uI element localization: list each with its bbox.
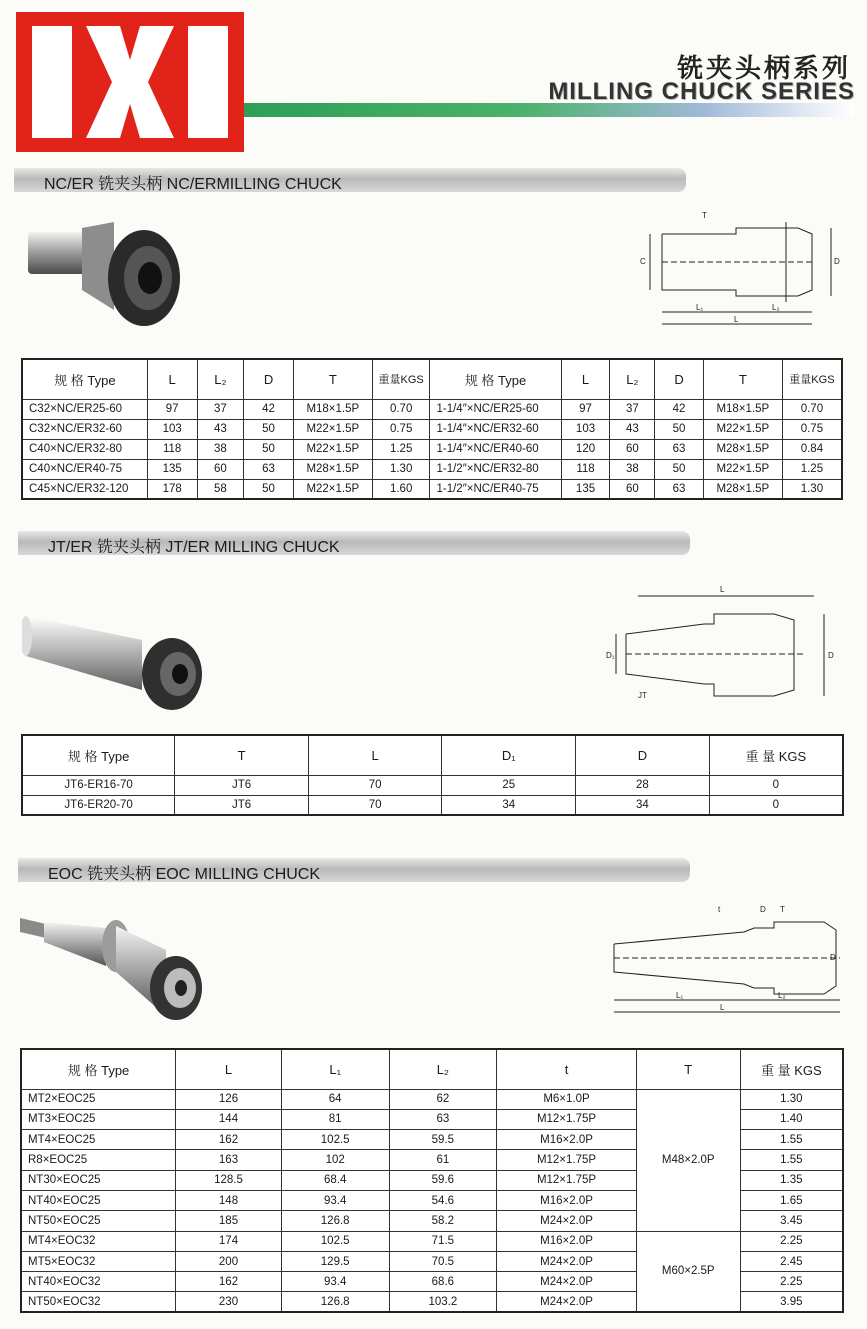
table-cell: 3.95	[740, 1292, 843, 1312]
table-cell: 135	[561, 479, 610, 499]
table-cell: 144	[176, 1109, 282, 1129]
table-cell: 126	[176, 1089, 282, 1109]
eoc-dim-t-small: t	[718, 905, 721, 914]
nc-chuck-photo	[22, 210, 182, 335]
table-cell: 34	[576, 795, 710, 815]
table-cell: 68.4	[281, 1170, 389, 1190]
table-cell: M28×1.5P	[703, 479, 782, 499]
table-cell: 60	[197, 459, 244, 479]
nc-header-cell: L₂	[197, 359, 244, 399]
table-cell: 103.2	[389, 1292, 497, 1312]
table-cell: M16×2.0P	[497, 1130, 637, 1150]
table-cell: 1-1/4″×NC/ER25-60	[430, 399, 561, 419]
table-row	[22, 459, 842, 479]
nc-header-row	[22, 359, 842, 399]
table-cell: 135	[147, 459, 197, 479]
table-cell: 118	[561, 459, 610, 479]
table-cell: M22×1.5P	[293, 419, 372, 439]
table-cell: 1.25	[372, 439, 430, 459]
table-cell: 102.5	[281, 1130, 389, 1150]
nc-header-cell: L	[561, 359, 610, 399]
table-cell: 178	[147, 479, 197, 499]
eoc-dim-d-top: D	[760, 905, 766, 914]
table-cell: 97	[147, 399, 197, 419]
table-row	[21, 1231, 843, 1251]
table-cell: 43	[197, 419, 244, 439]
table-cell: 129.5	[281, 1251, 389, 1271]
table-cell: 0	[709, 775, 843, 795]
table-cell: 230	[176, 1292, 282, 1312]
ixi-logo-icon	[16, 12, 244, 152]
eoc-chuck-photo	[16, 906, 204, 1030]
table-cell: 0.84	[782, 439, 842, 459]
nc-header-cell: 规 格 Type	[22, 359, 147, 399]
section-bar-nc	[14, 168, 686, 192]
table-cell: M12×1.75P	[497, 1170, 637, 1190]
t-group-cell: M60×2.5P	[636, 1231, 740, 1312]
eoc-dim-l: L	[720, 1003, 725, 1012]
table-cell: 0.75	[782, 419, 842, 439]
table-cell: 50	[244, 479, 294, 499]
table-cell: 2.25	[740, 1272, 843, 1292]
section-title-nc: NC/ER 铣夹头柄 NC/ERMILLING CHUCK	[44, 176, 342, 193]
table-cell: NT50×EOC32	[21, 1292, 176, 1312]
nc-header-cell: 重量KGS	[372, 359, 430, 399]
table-cell: 38	[197, 439, 244, 459]
table-cell: 118	[147, 439, 197, 459]
table-row	[22, 399, 842, 419]
table-cell: 162	[176, 1272, 282, 1292]
table-cell: M24×2.0P	[497, 1272, 637, 1292]
nc-chuck-image-icon	[22, 210, 182, 335]
nc-dim-l2: L₂	[772, 303, 780, 312]
eoc-dim-l1: L₁	[676, 991, 684, 1000]
table-cell: 25	[442, 775, 576, 795]
table-cell: M22×1.5P	[703, 459, 782, 479]
table-cell: M24×2.0P	[497, 1292, 637, 1312]
table-cell: 59.6	[389, 1170, 497, 1190]
nc-header-cell: T	[703, 359, 782, 399]
table-cell: 163	[176, 1150, 282, 1170]
eoc-chuck-image-icon	[16, 906, 204, 1030]
table-cell: 1-1/2″×NC/ER32-80	[430, 459, 561, 479]
table-cell: 64	[281, 1089, 389, 1109]
table-cell: MT2×EOC25	[21, 1089, 176, 1109]
nc-header-cell: L₂	[610, 359, 655, 399]
section-title-eoc: EOC 铣夹头柄 EOC MILLING CHUCK	[48, 866, 321, 883]
table-cell: MT5×EOC32	[21, 1251, 176, 1271]
eoc-header-cell: L	[176, 1049, 282, 1089]
table-cell: M16×2.0P	[497, 1190, 637, 1210]
table-cell: M22×1.5P	[293, 439, 372, 459]
table-cell: 200	[176, 1251, 282, 1271]
nc-dim-c: C	[640, 257, 646, 266]
eoc-header-cell: 重 量 KGS	[740, 1049, 843, 1089]
jt-technical-drawing	[604, 584, 852, 704]
table-cell: 60	[610, 479, 655, 499]
jt-chuck-photo	[22, 586, 202, 714]
section-bar-jt	[18, 531, 690, 555]
table-cell: 120	[561, 439, 610, 459]
table-cell: 103	[147, 419, 197, 439]
table-cell: 1.55	[740, 1130, 843, 1150]
table-cell: 1.30	[782, 479, 842, 499]
table-cell: 62	[389, 1089, 497, 1109]
table-cell: M12×1.75P	[497, 1109, 637, 1129]
table-cell: 126.8	[281, 1211, 389, 1231]
table-cell: 0.70	[782, 399, 842, 419]
table-cell: C45×NC/ER32-120	[22, 479, 147, 499]
table-cell: 1.60	[372, 479, 430, 499]
table-cell: M22×1.5P	[703, 419, 782, 439]
table-cell: 50	[244, 419, 294, 439]
table-cell: 1.30	[740, 1089, 843, 1109]
table-cell: 1-1/4″×NC/ER32-60	[430, 419, 561, 439]
eoc-header-cell: t	[497, 1049, 637, 1089]
table-cell: M28×1.5P	[703, 439, 782, 459]
eoc-header-cell: 规 格 Type	[21, 1049, 176, 1089]
table-cell: NT40×EOC25	[21, 1190, 176, 1210]
table-cell: NT50×EOC25	[21, 1211, 176, 1231]
table-cell: 63	[655, 479, 704, 499]
section-bar-eoc	[18, 858, 690, 882]
table-cell: 3.45	[740, 1211, 843, 1231]
eoc-dim-l2: L₂	[778, 991, 786, 1000]
table-cell: 58.2	[389, 1211, 497, 1231]
nc-dim-l1: L₁	[696, 303, 704, 312]
table-cell: 71.5	[389, 1231, 497, 1251]
nc-header-cell: D	[244, 359, 294, 399]
table-cell: MT4×EOC25	[21, 1130, 176, 1150]
table-cell: 1.30	[372, 459, 430, 479]
table-cell: 58	[197, 479, 244, 499]
eoc-header-cell: L₁	[281, 1049, 389, 1089]
jt-dim-d: D	[828, 651, 834, 660]
table-cell: 185	[176, 1211, 282, 1231]
section-title-jt: JT/ER 铣夹头柄 JT/ER MILLING CHUCK	[48, 539, 340, 556]
table-cell: 0.70	[372, 399, 430, 419]
eoc-dim-t: T	[780, 905, 785, 914]
jt-header-cell: D₁	[442, 735, 576, 775]
table-cell: 0.75	[372, 419, 430, 439]
jt-header-cell: 规 格 Type	[22, 735, 175, 775]
table-cell: 81	[281, 1109, 389, 1129]
jt-dim-d1: D₁	[606, 651, 615, 660]
table-cell: 148	[176, 1190, 282, 1210]
series-title-en: MILLING CHUCK SERIES	[548, 78, 855, 105]
table-cell: 42	[655, 399, 704, 419]
table-cell: 97	[561, 399, 610, 419]
t-group-cell: M48×2.0P	[636, 1089, 740, 1231]
table-cell: JT6	[175, 775, 309, 795]
table-cell: 103	[561, 419, 610, 439]
table-cell: 61	[389, 1150, 497, 1170]
nc-dim-t: T	[702, 212, 707, 220]
jt-header-cell: L	[308, 735, 442, 775]
table-cell: 162	[176, 1130, 282, 1150]
jt-spec-table	[21, 734, 844, 816]
table-cell: C40×NC/ER40-75	[22, 459, 147, 479]
table-cell: M28×1.5P	[293, 459, 372, 479]
table-row	[22, 479, 842, 499]
table-cell: M22×1.5P	[293, 479, 372, 499]
table-cell: 68.6	[389, 1272, 497, 1292]
table-cell: 63	[244, 459, 294, 479]
table-cell: 174	[176, 1231, 282, 1251]
table-cell: JT6	[175, 795, 309, 815]
table-cell: 42	[244, 399, 294, 419]
table-cell: M24×2.0P	[497, 1211, 637, 1231]
nc-header-cell: D	[655, 359, 704, 399]
table-cell: 60	[610, 439, 655, 459]
table-row	[21, 1089, 843, 1109]
jt-header-cell: D	[576, 735, 710, 775]
table-cell: 93.4	[281, 1272, 389, 1292]
nc-dim-l: L	[734, 315, 739, 324]
table-row	[22, 795, 843, 815]
table-cell: R8×EOC25	[21, 1150, 176, 1170]
table-cell: 37	[610, 399, 655, 419]
table-cell: NT30×EOC25	[21, 1170, 176, 1190]
nc-dim-d: D	[834, 257, 840, 266]
brand-logo	[16, 12, 244, 152]
table-cell: 70	[308, 775, 442, 795]
table-cell: NT40×EOC32	[21, 1272, 176, 1292]
table-cell: 126.8	[281, 1292, 389, 1312]
table-cell: M18×1.5P	[703, 399, 782, 419]
eoc-header-cell: L₂	[389, 1049, 497, 1089]
table-cell: 1.55	[740, 1150, 843, 1170]
table-cell: M12×1.75P	[497, 1150, 637, 1170]
table-cell: MT3×EOC25	[21, 1109, 176, 1129]
eoc-technical-drawing	[604, 902, 850, 1020]
nc-header-cell: 规 格 Type	[430, 359, 561, 399]
table-cell: 1.40	[740, 1109, 843, 1129]
table-cell: 128.5	[176, 1170, 282, 1190]
table-cell: M24×2.0P	[497, 1251, 637, 1271]
jt-chuck-image-icon	[22, 586, 202, 714]
table-cell: 93.4	[281, 1190, 389, 1210]
table-cell: 2.25	[740, 1231, 843, 1251]
table-cell: 37	[197, 399, 244, 419]
table-cell: 1-1/4″×NC/ER40-60	[430, 439, 561, 459]
table-cell: 1.35	[740, 1170, 843, 1190]
table-cell: 102.5	[281, 1231, 389, 1251]
eoc-header-row	[21, 1049, 843, 1089]
nc-header-cell: 重量KGS	[782, 359, 842, 399]
eoc-dim-d: D	[830, 953, 836, 962]
table-cell: 0	[709, 795, 843, 815]
table-cell: 70.5	[389, 1251, 497, 1271]
table-cell: JT6-ER16-70	[22, 775, 175, 795]
jt-dim-l: L	[720, 585, 725, 594]
table-cell: 34	[442, 795, 576, 815]
table-cell: 43	[610, 419, 655, 439]
table-cell: 1-1/2″×NC/ER40-75	[430, 479, 561, 499]
jt-dim-jt: JT	[638, 691, 647, 700]
table-cell: 50	[244, 439, 294, 459]
table-cell: 59.5	[389, 1130, 497, 1150]
table-row	[22, 419, 842, 439]
table-cell: M6×1.0P	[497, 1089, 637, 1109]
table-cell: 63	[389, 1109, 497, 1129]
table-cell: 1.65	[740, 1190, 843, 1210]
nc-technical-drawing	[636, 212, 846, 332]
series-title-zh: 铣夹头柄系列	[676, 53, 851, 83]
table-cell: 70	[308, 795, 442, 815]
table-row	[22, 439, 842, 459]
eoc-spec-table	[20, 1048, 844, 1313]
jt-header-row	[22, 735, 843, 775]
table-row	[22, 775, 843, 795]
table-cell: 63	[655, 439, 704, 459]
table-cell: 50	[655, 419, 704, 439]
table-cell: 54.6	[389, 1190, 497, 1210]
table-cell: 102	[281, 1150, 389, 1170]
table-cell: MT4×EOC32	[21, 1231, 176, 1251]
nc-spec-table	[21, 358, 843, 500]
table-cell: JT6-ER20-70	[22, 795, 175, 815]
jt-header-cell: 重 量 KGS	[709, 735, 843, 775]
table-cell: 2.45	[740, 1251, 843, 1271]
table-cell: 28	[576, 775, 710, 795]
table-cell: C32×NC/ER25-60	[22, 399, 147, 419]
table-cell: C40×NC/ER32-80	[22, 439, 147, 459]
table-cell: 38	[610, 459, 655, 479]
table-cell: M16×2.0P	[497, 1231, 637, 1251]
table-cell: 50	[655, 459, 704, 479]
table-cell: M18×1.5P	[293, 399, 372, 419]
jt-header-cell: T	[175, 735, 309, 775]
table-cell: C32×NC/ER32-60	[22, 419, 147, 439]
nc-header-cell: L	[147, 359, 197, 399]
table-cell: 1.25	[782, 459, 842, 479]
eoc-header-cell: T	[636, 1049, 740, 1089]
nc-header-cell: T	[293, 359, 372, 399]
